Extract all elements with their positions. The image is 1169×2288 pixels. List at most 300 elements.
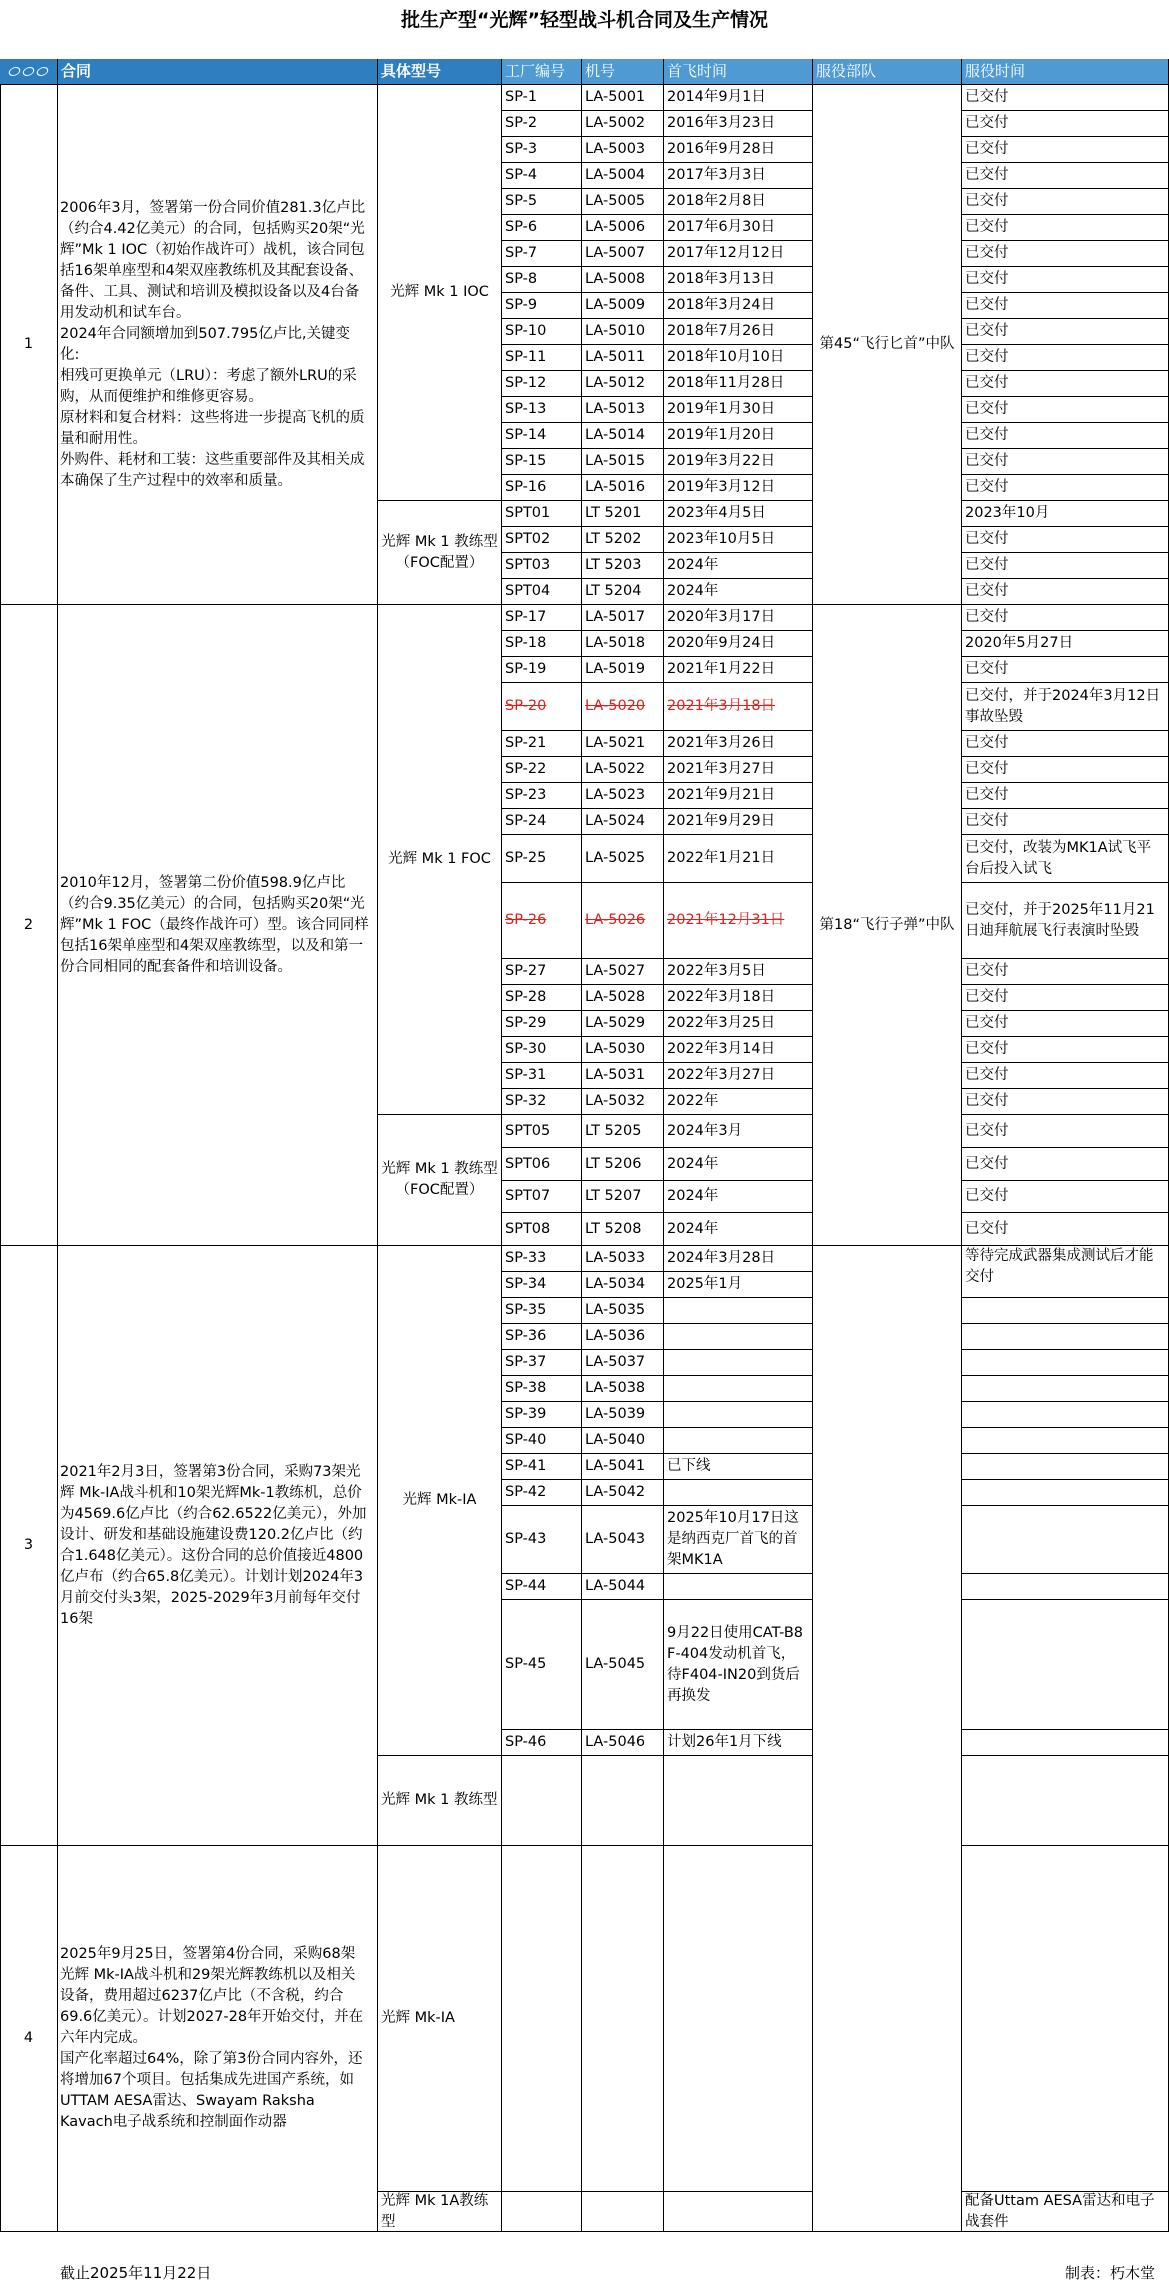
tail-no-cell-text: LA-5028 xyxy=(585,989,646,1005)
factory-no-cell-text: SP-40 xyxy=(505,1432,547,1448)
factory-no-cell-text: SP-9 xyxy=(505,297,538,313)
service-time-cell xyxy=(962,1376,1169,1402)
tail-no-cell xyxy=(582,1181,664,1213)
service-time-cell-text: 已交付 xyxy=(965,1015,1009,1031)
first-flight-cell-text: 2021年9月21日 xyxy=(667,787,776,803)
model-cell xyxy=(378,85,502,501)
service-time-cell-text: 已交付，改装为MK1A试飞平台后投入试飞 xyxy=(965,839,1152,877)
blank-cell xyxy=(582,1756,664,1846)
pending-note-cell-text: 等待完成武器集成测试后才能交付 xyxy=(965,1248,1154,1285)
first-flight-cell xyxy=(664,163,813,189)
contract-description xyxy=(58,85,378,605)
first-flight-cell-text: 2016年3月23日 xyxy=(667,115,776,131)
factory-no-cell xyxy=(502,883,582,959)
first-flight-cell xyxy=(664,757,813,783)
first-flight-cell xyxy=(664,527,813,553)
factory-no-cell-text: SP-36 xyxy=(505,1328,547,1344)
header-icon-cell xyxy=(0,59,58,85)
tail-no-cell-text: LA-5004 xyxy=(585,167,646,183)
tail-no-cell xyxy=(582,189,664,215)
service-time-cell xyxy=(962,1011,1169,1037)
service-time-cell xyxy=(962,1480,1169,1506)
first-flight-cell xyxy=(664,809,813,835)
first-flight-cell xyxy=(664,1148,813,1181)
tail-no-cell xyxy=(582,985,664,1011)
factory-no-cell xyxy=(502,1272,582,1298)
factory-no-cell-text: SP-26 xyxy=(505,912,547,928)
service-time-cell xyxy=(962,731,1169,757)
service-time-cell xyxy=(962,1063,1169,1089)
first-flight-cell-text: 2021年1月22日 xyxy=(667,661,776,677)
service-time-cell xyxy=(962,809,1169,835)
first-flight-cell-text: 2021年12月31日 xyxy=(667,912,785,928)
first-flight-cell-text: 2019年3月12日 xyxy=(667,479,776,495)
first-flight-cell-text: 2020年3月17日 xyxy=(667,609,776,625)
factory-no-cell xyxy=(502,137,582,163)
first-flight-cell xyxy=(664,1324,813,1350)
model-cell-text: 光辉 Mk-IA xyxy=(381,2010,455,2026)
factory-no-cell-text: SP-5 xyxy=(505,193,538,209)
tail-no-cell-text: LA-5008 xyxy=(585,271,646,287)
tail-no-cell xyxy=(582,731,664,757)
tail-no-cell xyxy=(582,371,664,397)
tail-no-cell xyxy=(582,1574,664,1600)
first-flight-cell-text: 2022年3月14日 xyxy=(667,1041,776,1057)
first-flight-cell xyxy=(664,1480,813,1506)
blank-cell xyxy=(664,1846,813,2192)
factory-no-cell-text: SPT01 xyxy=(505,505,551,521)
first-flight-cell-text: 2022年3月25日 xyxy=(667,1015,776,1031)
factory-no-cell-text: SP-23 xyxy=(505,787,547,803)
factory-no-cell-text: SP-14 xyxy=(505,427,547,443)
service-time-cell-text: 已交付 xyxy=(965,167,1009,183)
service-time-cell xyxy=(962,1037,1169,1063)
first-flight-cell xyxy=(664,1181,813,1213)
first-flight-cell-text: 2024年3月 xyxy=(667,1122,743,1139)
factory-no-cell-text: SP-31 xyxy=(505,1067,547,1083)
tail-no-cell xyxy=(582,1246,664,1272)
tail-no-cell-text: LA-5043 xyxy=(585,1531,646,1547)
service-time-cell xyxy=(962,397,1169,423)
factory-no-cell xyxy=(502,1376,582,1402)
factory-no-cell xyxy=(502,657,582,683)
tail-no-cell xyxy=(582,1272,664,1298)
as-of-date: 截止2025年11月22日 xyxy=(60,2264,212,2282)
tail-no-cell-text: LA-5029 xyxy=(585,1015,646,1031)
tail-no-cell xyxy=(582,1600,664,1730)
tail-no-cell-text: LA-5042 xyxy=(585,1484,646,1500)
factory-no-cell xyxy=(502,189,582,215)
factory-no-cell xyxy=(502,449,582,475)
header-tail-no-text: 机号 xyxy=(585,62,616,80)
factory-no-cell xyxy=(502,345,582,371)
contract-description-text: 2025年9月25日，签署第4份合同，采购68架光辉 Mk-IA战斗机和29架光辉教练机以及相关设备，费用超过6237亿卢比（不含税，约合69.6亿美元）。计划2027-28年开始交付，并在六年内完成。 国产化率超过64%，除了第3份合同内容外，还将增加67个项目。包括集成先进国产系统，如UTTAM AESA雷达、Swayam Raksha Kavach电子战系统和控制面作动器 xyxy=(60,1946,364,2130)
tail-no-cell xyxy=(582,579,664,605)
first-flight-cell xyxy=(664,1730,813,1756)
tail-no-cell xyxy=(582,1506,664,1574)
header-factory-no-text: 工厂编号 xyxy=(505,62,566,80)
service-time-cell-text: 已交付 xyxy=(965,349,1009,365)
factory-no-cell xyxy=(502,1011,582,1037)
first-flight-cell-text: 2024年 xyxy=(667,1155,719,1172)
tail-no-cell-text: LA-5007 xyxy=(585,245,646,261)
tail-no-cell xyxy=(582,1480,664,1506)
tail-no-cell xyxy=(582,85,664,111)
tail-no-cell-text: LA-5041 xyxy=(585,1458,646,1474)
factory-no-cell-text: SP-2 xyxy=(505,115,538,131)
service-time-cell-text: 已交付 xyxy=(965,323,1009,339)
factory-no-cell xyxy=(502,1574,582,1600)
first-flight-cell xyxy=(664,1428,813,1454)
first-flight-cell xyxy=(664,1272,813,1298)
contract-number xyxy=(0,85,58,605)
first-flight-cell xyxy=(664,215,813,241)
service-time-cell-text: 已交付 xyxy=(965,963,1009,979)
factory-no-cell xyxy=(502,1350,582,1376)
factory-no-cell xyxy=(502,475,582,501)
factory-no-cell-text: SP-38 xyxy=(505,1380,547,1396)
header-first-flight xyxy=(664,59,813,85)
factory-no-cell-text: SP-8 xyxy=(505,271,538,287)
first-flight-cell-text: 计划26年1月下线 xyxy=(667,1734,782,1750)
tail-no-cell xyxy=(582,657,664,683)
factory-no-cell xyxy=(502,783,582,809)
model-cell-text: 光辉 Mk 1 教练型（FOC配置） xyxy=(381,1161,498,1198)
first-flight-cell-text: 2019年1月20日 xyxy=(667,427,776,443)
tail-no-cell xyxy=(582,1730,664,1756)
factory-no-cell xyxy=(502,985,582,1011)
tail-no-cell-text: LA-5038 xyxy=(585,1380,646,1396)
first-flight-cell xyxy=(664,883,813,959)
tail-no-cell-text: LA-5025 xyxy=(585,850,646,866)
factory-no-cell xyxy=(502,319,582,345)
unit-cell-text: 第18“飞行子弹”中队 xyxy=(819,916,955,933)
model-cell-text: 光辉 Mk 1A教练型 xyxy=(381,2192,489,2230)
service-time-cell xyxy=(962,449,1169,475)
model-cell-text: 光辉 Mk 1 教练型 xyxy=(381,1792,498,1808)
factory-no-cell xyxy=(502,731,582,757)
tail-no-cell xyxy=(582,1213,664,1246)
factory-no-cell-text: SPT02 xyxy=(505,531,551,547)
service-time-cell-text: 已交付 xyxy=(965,1155,1009,1172)
model-cell xyxy=(378,605,502,1115)
tail-no-cell-text: LA-5010 xyxy=(585,323,646,339)
service-time-cell-text: 已交付，并于2024年3月12日事故坠毁 xyxy=(965,687,1161,725)
first-flight-cell-text: 2018年3月13日 xyxy=(667,271,776,287)
tail-no-cell xyxy=(582,397,664,423)
factory-no-cell xyxy=(502,605,582,631)
first-flight-cell xyxy=(664,657,813,683)
tail-no-cell xyxy=(582,501,664,527)
model-cell-text: 光辉 Mk-IA xyxy=(402,1492,477,1508)
contract-number xyxy=(0,605,58,1246)
tail-no-cell xyxy=(582,809,664,835)
first-flight-cell-text: 2024年 xyxy=(667,557,719,573)
tail-no-cell-text: LA-5036 xyxy=(585,1328,646,1344)
unit-cell xyxy=(813,605,962,1246)
factory-no-cell xyxy=(502,397,582,423)
tail-no-cell-text: LA-5003 xyxy=(585,141,646,157)
service-time-cell xyxy=(962,1298,1169,1324)
service-time-cell-text: 已交付 xyxy=(965,1220,1009,1237)
factory-no-cell xyxy=(502,85,582,111)
tail-no-cell-text: LA-5011 xyxy=(585,349,646,365)
service-time-cell xyxy=(962,1213,1169,1246)
first-flight-cell xyxy=(664,1350,813,1376)
tail-no-cell-text: LA-5002 xyxy=(585,115,646,131)
service-time-cell xyxy=(962,293,1169,319)
first-flight-cell xyxy=(664,1115,813,1148)
tail-no-cell xyxy=(582,475,664,501)
factory-no-cell xyxy=(502,1246,582,1272)
factory-no-cell-text: SP-15 xyxy=(505,453,547,469)
tail-no-cell xyxy=(582,959,664,985)
service-time-cell-text: 已交付 xyxy=(965,989,1009,1005)
credit: 制表：朽木堂 xyxy=(1064,2264,1155,2282)
factory-no-cell-text: SP-43 xyxy=(505,1531,547,1547)
factory-no-cell xyxy=(502,1324,582,1350)
factory-no-cell-text: SPT03 xyxy=(505,557,551,573)
tail-no-cell xyxy=(582,1011,664,1037)
tail-no-cell xyxy=(582,1402,664,1428)
first-flight-cell-text: 2022年3月18日 xyxy=(667,989,776,1005)
tail-no-cell xyxy=(582,1350,664,1376)
service-time-cell-text: 已交付 xyxy=(965,609,1009,625)
factory-no-cell xyxy=(502,1115,582,1148)
service-time-cell xyxy=(962,319,1169,345)
first-flight-cell xyxy=(664,267,813,293)
contract-number-text: 3 xyxy=(23,1537,34,1553)
tail-no-cell-text: LA-5030 xyxy=(585,1041,646,1057)
header-contract-text: 合同 xyxy=(61,62,92,80)
factory-no-cell-text: SP-25 xyxy=(505,850,547,866)
service-time-cell-text: 已交付 xyxy=(965,219,1009,235)
tail-no-cell-text: LT 5206 xyxy=(585,1155,642,1172)
factory-no-cell xyxy=(502,553,582,579)
tail-no-cell xyxy=(582,1063,664,1089)
factory-no-cell-text: SP-27 xyxy=(505,963,547,979)
factory-no-cell-text: SP-29 xyxy=(505,1015,547,1031)
service-time-cell xyxy=(962,215,1169,241)
contract-number-text: 2 xyxy=(23,916,34,933)
first-flight-cell xyxy=(664,423,813,449)
unit-cell xyxy=(813,1246,962,2232)
service-time-cell-text: 已交付 xyxy=(965,89,1009,105)
header-contract xyxy=(58,59,378,85)
factory-no-cell xyxy=(502,241,582,267)
tail-no-cell xyxy=(582,527,664,553)
contract-description xyxy=(58,605,378,1246)
header-service-time xyxy=(962,59,1169,85)
service-time-cell xyxy=(962,959,1169,985)
contract-number-text: 4 xyxy=(23,2030,34,2046)
service-time-cell-text: 已交付 xyxy=(965,193,1009,209)
header-model xyxy=(378,59,502,85)
factory-no-cell xyxy=(502,1181,582,1213)
service-time-cell-text: 已交付 xyxy=(965,583,1009,599)
service-time-cell xyxy=(962,1574,1169,1600)
service-time-cell xyxy=(962,1402,1169,1428)
tail-no-cell-text: LA-5018 xyxy=(585,635,646,651)
tail-no-cell xyxy=(582,241,664,267)
factory-no-cell xyxy=(502,1506,582,1574)
first-flight-cell-text: 2019年3月22日 xyxy=(667,453,776,469)
tail-no-cell-text: LA-5040 xyxy=(585,1432,646,1448)
factory-no-cell-text: SP-3 xyxy=(505,141,538,157)
contract-number-text: 1 xyxy=(23,336,34,352)
tail-no-cell-text: LA-5035 xyxy=(585,1302,646,1318)
service-time-cell xyxy=(962,1600,1169,1730)
service-time-cell xyxy=(962,631,1169,657)
tail-no-cell xyxy=(582,757,664,783)
service-time-cell-text: 已交付 xyxy=(965,531,1009,547)
factory-no-cell xyxy=(502,293,582,319)
service-time-cell-text: 已交付 xyxy=(965,479,1009,495)
service-time-cell-text: 已交付 xyxy=(965,735,1009,751)
service-time-cell xyxy=(962,985,1169,1011)
factory-no-cell xyxy=(502,267,582,293)
service-time-cell-text: 已交付 xyxy=(965,401,1009,417)
model-cell xyxy=(378,501,502,605)
tail-no-cell-text: LA-5039 xyxy=(585,1406,646,1422)
header-unit xyxy=(813,59,962,85)
blank-cell xyxy=(502,2192,582,2232)
service-time-cell xyxy=(962,475,1169,501)
contract-description-text: 2010年12月，签署第二份价值598.9亿卢比（约合9.35亿美元）的合同，包括购买20架“光辉”Mk 1 FOC（最终作战许可）型。该合同同样包括16架单座型和4架双座教练型，以及和第一份合同相同的配套备件和培训设备。 xyxy=(60,874,369,975)
tail-no-cell xyxy=(582,1454,664,1480)
factory-no-cell-text: SP-41 xyxy=(505,1458,547,1474)
factory-no-cell xyxy=(502,527,582,553)
first-flight-cell xyxy=(664,1213,813,1246)
blank-cell xyxy=(582,1846,664,2192)
tail-no-cell xyxy=(582,1298,664,1324)
first-flight-cell-text: 2018年2月8日 xyxy=(667,193,766,209)
tail-no-cell xyxy=(582,1089,664,1115)
first-flight-cell-text: 2019年1月30日 xyxy=(667,401,776,417)
first-flight-cell-text: 2017年6月30日 xyxy=(667,219,776,235)
factory-no-cell-text: SP-39 xyxy=(505,1406,547,1422)
service-time-cell xyxy=(962,657,1169,683)
first-flight-cell-text: 2021年3月18日 xyxy=(667,698,776,714)
service-time-cell-text: 已交付 xyxy=(965,813,1009,829)
factory-no-cell-text: SP-18 xyxy=(505,635,547,651)
blank-cell xyxy=(502,1756,582,1846)
tail-no-cell-text: LA-5033 xyxy=(585,1250,646,1266)
blank-cell xyxy=(664,2192,813,2232)
tail-no-cell-text: LA-5022 xyxy=(585,761,646,777)
first-flight-cell xyxy=(664,1506,813,1574)
factory-no-cell xyxy=(502,1480,582,1506)
first-flight-cell xyxy=(664,631,813,657)
tail-no-cell xyxy=(582,319,664,345)
first-flight-cell xyxy=(664,683,813,731)
service-time-cell xyxy=(962,111,1169,137)
factory-no-cell-text: SP-19 xyxy=(505,661,547,677)
first-flight-cell-text: 2017年12月12日 xyxy=(667,245,785,261)
service-time-cell xyxy=(962,579,1169,605)
mk1a-trainer-note xyxy=(962,2192,1169,2232)
factory-no-cell-text: SP-45 xyxy=(505,1656,547,1672)
factory-no-cell xyxy=(502,501,582,527)
service-time-cell xyxy=(962,1730,1169,1756)
tail-no-cell-text: LA-5026 xyxy=(585,912,646,928)
tail-no-cell-text: LA-5017 xyxy=(585,609,646,625)
tail-no-cell-text: LA-5031 xyxy=(585,1067,646,1083)
tail-no-cell xyxy=(582,111,664,137)
first-flight-cell-text: 2022年3月27日 xyxy=(667,1067,776,1083)
factory-no-cell-text: SPT04 xyxy=(505,583,551,599)
tail-no-cell xyxy=(582,1324,664,1350)
tail-no-cell xyxy=(582,631,664,657)
factory-no-cell xyxy=(502,683,582,731)
service-time-cell-text: 已交付 xyxy=(965,1188,1009,1204)
factory-no-cell xyxy=(502,757,582,783)
tail-no-cell xyxy=(582,215,664,241)
factory-no-cell-text: SP-34 xyxy=(505,1276,547,1292)
first-flight-cell xyxy=(664,1574,813,1600)
first-flight-cell xyxy=(664,397,813,423)
factory-no-cell xyxy=(502,809,582,835)
first-flight-cell-text: 2023年4月5日 xyxy=(667,505,766,521)
service-time-cell xyxy=(962,345,1169,371)
first-flight-cell-text: 2014年9月1日 xyxy=(667,89,766,105)
tail-no-cell-text: LA-5027 xyxy=(585,963,646,979)
factory-no-cell-text: SP-32 xyxy=(505,1093,547,1109)
factory-no-cell-text: SPT07 xyxy=(505,1188,551,1204)
first-flight-cell-text: 2025年10月17日这是纳西克厂首飞的首架MK1A xyxy=(667,1510,799,1568)
service-time-cell-text: 已交付 xyxy=(965,661,1009,677)
service-time-cell xyxy=(962,1506,1169,1574)
header-tail-no xyxy=(582,59,664,85)
contract-number xyxy=(0,1246,58,1846)
factory-no-cell-text: SP-28 xyxy=(505,989,547,1005)
tail-no-cell-text: LT 5208 xyxy=(585,1220,642,1237)
service-time-cell-text: 2023年10月 xyxy=(965,505,1050,521)
first-flight-cell-text: 2021年3月27日 xyxy=(667,761,776,777)
factory-no-cell-text: SP-46 xyxy=(505,1734,547,1750)
first-flight-cell-text: 已下线 xyxy=(667,1458,711,1474)
service-time-cell xyxy=(962,163,1169,189)
model-cell xyxy=(378,1115,502,1246)
tail-no-cell-text: LA-5045 xyxy=(585,1656,646,1672)
blank-cell xyxy=(962,1846,1169,2192)
first-flight-cell-text: 2022年1月21日 xyxy=(667,850,776,866)
tail-no-cell-text: LT 5203 xyxy=(585,557,642,573)
service-time-cell-text: 已交付 xyxy=(965,297,1009,313)
factory-no-cell xyxy=(502,1037,582,1063)
tail-no-cell-text: LA-5021 xyxy=(585,735,646,751)
first-flight-cell xyxy=(664,1037,813,1063)
factory-no-cell xyxy=(502,1454,582,1480)
tail-no-cell-text: LA-5001 xyxy=(585,89,646,105)
service-time-cell xyxy=(962,241,1169,267)
service-time-cell xyxy=(962,783,1169,809)
service-time-cell xyxy=(962,605,1169,631)
factory-no-cell xyxy=(502,163,582,189)
tail-no-cell xyxy=(582,683,664,731)
first-flight-cell xyxy=(664,371,813,397)
factory-no-cell-text: SP-7 xyxy=(505,245,538,261)
factory-no-cell-text: SP-24 xyxy=(505,813,547,829)
service-time-cell-text: 已交付 xyxy=(965,1093,1009,1109)
first-flight-cell-text: 2024年3月28日 xyxy=(667,1250,776,1266)
contract-number xyxy=(0,1846,58,2232)
tail-no-cell-text: LA-5005 xyxy=(585,193,646,209)
first-flight-cell xyxy=(664,293,813,319)
service-time-cell xyxy=(962,137,1169,163)
factory-no-cell xyxy=(502,835,582,883)
factory-no-cell xyxy=(502,1063,582,1089)
